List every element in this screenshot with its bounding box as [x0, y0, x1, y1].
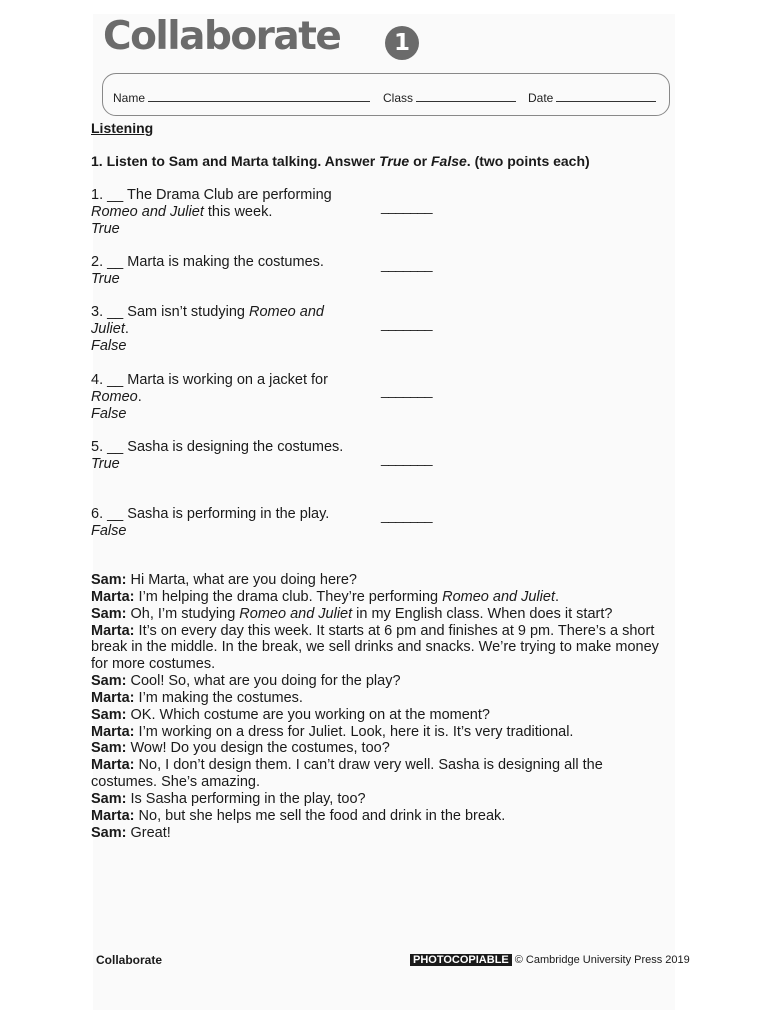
question-prefix: 5. __ Sasha is designing the costumes. [91, 439, 344, 455]
question-prefix: 1. __ The Drama Club are performing [91, 187, 332, 203]
dialogue-text-after: in my English class. When does it start? [352, 605, 613, 622]
instruction-false: False [430, 153, 467, 169]
class-line[interactable] [416, 90, 516, 102]
question-answer [91, 221, 361, 238]
footer-copyright [410, 954, 690, 966]
dialogue-line [91, 825, 671, 842]
answer-text: False [91, 522, 127, 539]
dialogue-line [91, 589, 671, 606]
dialogue-text: I’m working on a dress for Juliet. Look, here it is. It’s very traditional. [134, 723, 574, 740]
dialogue-text: Cool! So, what are you doing for the play? [126, 673, 401, 690]
question-answer [91, 338, 361, 355]
date-field [528, 90, 656, 105]
answer-blank-5[interactable]: _______ [381, 450, 433, 466]
question-italic: Romeo and Juliet [91, 304, 324, 337]
dialogue-text: OK. Which costume are you working on at the moment? [126, 706, 490, 723]
question-prefix: 4. __ Marta is working on a jacket for [91, 372, 328, 388]
speaker-label: Marta: [91, 622, 135, 639]
dialogue-text: No, I don’t design them. I can’t draw very well. Sasha is designing all the costumes. She’s amazing. [91, 757, 603, 791]
question-answer [91, 271, 361, 288]
dialogue-text: No, but she helps me sell the food and drink in the break. [134, 807, 506, 824]
footer-brand: Collaborate [96, 953, 163, 967]
question-suffix: . [137, 388, 142, 405]
dialogue-text: I’m making the costumes. [134, 689, 303, 706]
photocopiable-badge: PHOTOCOPIABLE [410, 954, 512, 966]
speaker-label: Sam: [91, 706, 127, 723]
speaker-label: Sam: [91, 824, 127, 841]
question-text [91, 187, 361, 221]
dialogue-line [91, 707, 671, 724]
question-2 [91, 254, 361, 288]
question-answer [91, 523, 361, 540]
class-field [383, 90, 516, 105]
dialogue-line [91, 757, 671, 791]
dialogue-line [91, 606, 671, 623]
question-6 [91, 506, 361, 540]
speaker-label: Marta: [91, 689, 135, 706]
dialogue-line [91, 808, 671, 825]
question-suffix: this week. [203, 203, 273, 220]
dialogue-text: Oh, I’m studying [126, 605, 240, 622]
question-answer [91, 456, 361, 473]
dialogue-italic: Romeo and Juliet [442, 588, 555, 605]
answer-text: False [91, 405, 127, 422]
instruction-lead: 1. Listen to Sam and Marta talking. Answer [91, 153, 380, 169]
level-badge: 1 [385, 26, 419, 60]
speaker-label: Sam: [91, 605, 127, 622]
question-text [91, 439, 361, 456]
dialogue-text: Great! [126, 824, 171, 841]
speaker-label: Marta: [91, 807, 135, 824]
question-3 [91, 304, 361, 354]
answer-text: True [91, 270, 120, 287]
answer-blank-1[interactable]: _______ [381, 198, 433, 214]
speaker-label: Sam: [91, 740, 127, 757]
speaker-label: Marta: [91, 588, 135, 605]
dialogue-line [91, 690, 671, 707]
question-italic: Romeo and Juliet [91, 203, 204, 220]
dialogue-text: I’m helping the drama club. They’re performing [134, 588, 443, 605]
class-label: Class [383, 91, 414, 105]
question-4 [91, 372, 361, 422]
question-text [91, 372, 361, 406]
dialogue-text: It’s on every day this week. It starts at 6 pm and finishes at 9 pm. There’s a short break in the middle. In the break, we sell drinks and snacks. We’re trying to make money for more costumes. [91, 622, 659, 673]
answer-text: False [91, 337, 127, 354]
name-label: Name [113, 91, 146, 105]
speaker-label: Marta: [91, 757, 135, 774]
answer-blank-6[interactable]: _______ [381, 507, 433, 523]
speaker-label: Sam: [91, 673, 127, 690]
answer-blank-2[interactable]: _______ [381, 256, 433, 272]
question-text [91, 254, 361, 271]
dialogue-line [91, 724, 671, 741]
answer-blank-4[interactable]: _______ [381, 382, 433, 398]
dialogue-text: Hi Marta, what are you doing here? [126, 572, 357, 588]
speaker-label: Marta: [91, 723, 135, 740]
answer-text: True [91, 455, 120, 472]
dialogue-line [91, 572, 671, 589]
instruction [91, 153, 590, 169]
dialogue-italic: Romeo and Juliet [239, 605, 353, 622]
question-5 [91, 439, 361, 473]
instruction-or: or [409, 153, 431, 169]
answer-blank-3[interactable]: _______ [381, 315, 433, 331]
answer-text: True [91, 220, 120, 237]
dialogue-line [91, 740, 671, 757]
dialogue-line [91, 623, 671, 674]
instruction-points: . (two points each) [466, 153, 590, 169]
speaker-label: Sam: [91, 790, 127, 807]
question-text [91, 304, 361, 338]
date-label: Date [528, 91, 554, 105]
name-field [113, 90, 370, 105]
section-title: Listening [91, 120, 154, 136]
name-line[interactable] [148, 90, 370, 102]
question-prefix: 2. __ Marta is making the costumes. [91, 254, 324, 270]
copyright-text: © Cambridge University Press 2019 [514, 954, 690, 966]
dialogue-line [91, 673, 671, 690]
collaborate-logo: Collaborate [103, 14, 341, 59]
dialogue-text: Wow! Do you design the costumes, too? [126, 740, 390, 757]
question-suffix: . [124, 320, 129, 337]
speaker-label: Sam: [91, 572, 127, 588]
question-1 [91, 187, 361, 237]
question-prefix: 3. __ Sam isn’t studying [91, 304, 249, 320]
date-line[interactable] [556, 90, 656, 102]
question-prefix: 6. __ Sasha is performing in the play. [91, 506, 330, 522]
question-text [91, 506, 361, 523]
instruction-true: True [379, 153, 410, 169]
dialogue-transcript [91, 572, 671, 842]
dialogue-text-after: . [554, 588, 559, 605]
question-answer [91, 406, 361, 423]
dialogue-line [91, 791, 671, 808]
dialogue-text: Is Sasha performing in the play, too? [126, 790, 366, 807]
question-italic: Romeo [91, 388, 138, 405]
